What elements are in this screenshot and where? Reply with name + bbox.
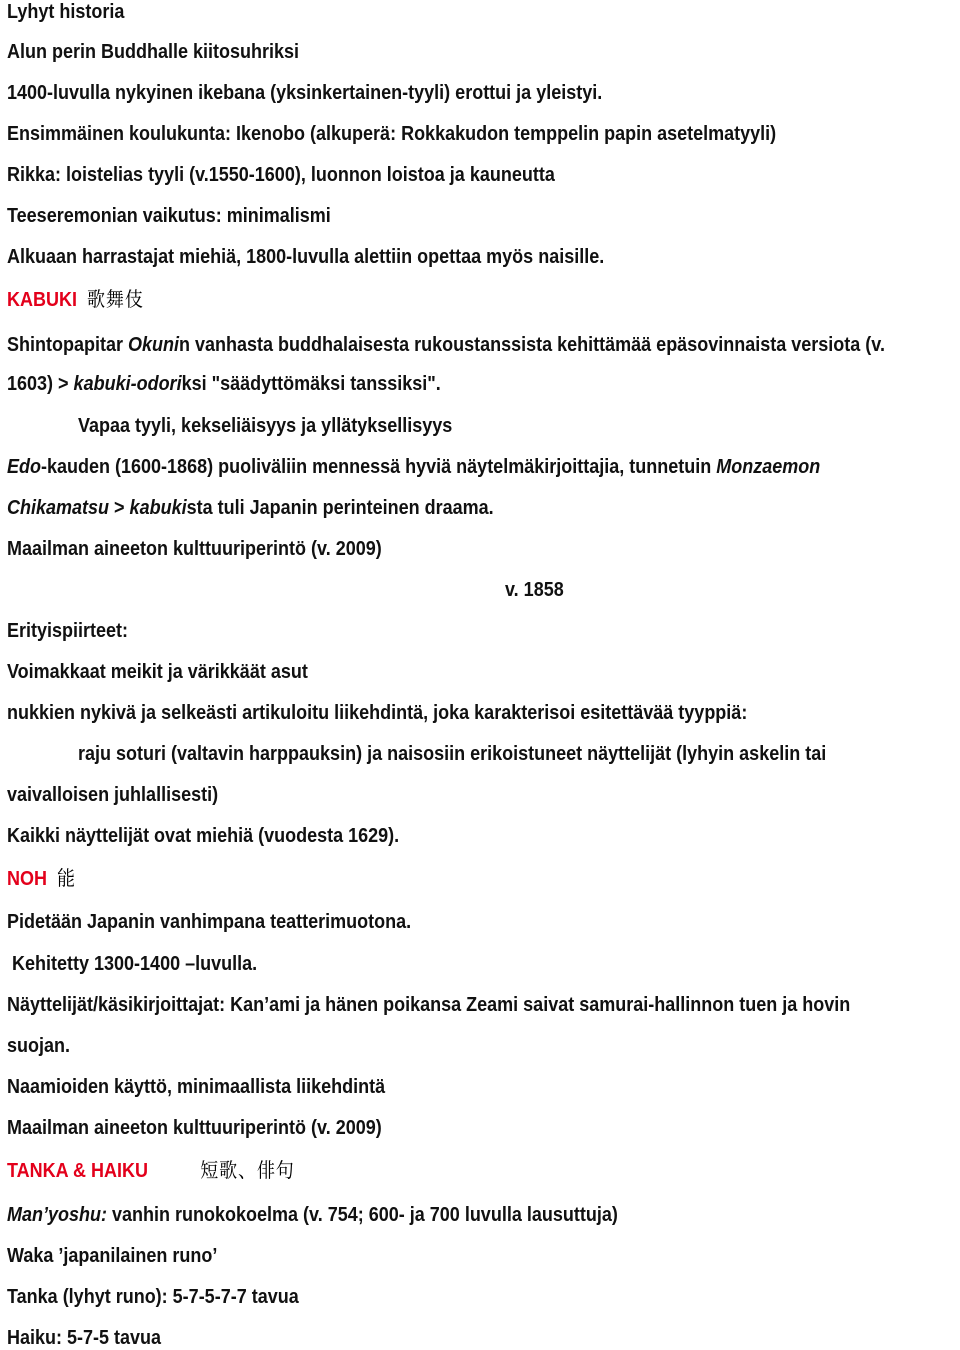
noh-line-1: Pidetään Japanin vanhimpana teatterimuotona. [7, 911, 412, 933]
kabuki-style: Vapaa tyyli, kekseliäisyys ja yllätyksellisyys [78, 415, 453, 437]
history-line-1: Alun perin Buddhalle kiitosuhriksi [7, 41, 300, 63]
noh-line-6: Maailman aineeton kulttuuriperintö (v. 2009) [7, 1117, 382, 1139]
history-line-2: 1400-luvulla nykyinen ikebana (yksinkertainen-tyyli) erottui ja yleistyi. [7, 82, 603, 104]
kabuki-heritage: Maailman aineeton kulttuuriperintö (v. 2009) [7, 538, 382, 560]
kabuki-kanji: 歌舞伎 [87, 287, 144, 311]
tanka-heading-row [7, 1158, 295, 1183]
waka-line: Waka ’japanilainen runo’ [7, 1245, 218, 1267]
noh-line-3: Näyttelijät/käsikirjoittajat: Kan’ami ja hänen poikansa Zeami saivat samurai-hallinnon tuen ja hovin [7, 994, 851, 1016]
noh-line-2: Kehitetty 1300-1400 –luvulla. [12, 953, 258, 975]
manyoshu-title: Man’yoshu: [7, 1204, 113, 1226]
okuni-name: Okuni [128, 334, 180, 356]
tanka-line: Tanka (lyhyt runo): 5-7-5-7-7 tavua [7, 1286, 299, 1308]
kabuki-year: v. 1858 [505, 579, 564, 601]
chikamatsu-name: Chikamatsu [7, 497, 110, 519]
kabuki-feature-4: vaivalloisen juhlallisesti) [7, 784, 219, 806]
history-line-5: Teeseremonian vaikutus: minimalismi [7, 205, 331, 227]
kabuki-feature-3: raju soturi (valtavin harppauksin) ja naisosiin erikoistuneet näyttelijät (lyhyin askelin tai [78, 743, 827, 765]
kabuki-heading: KABUKI [7, 289, 78, 311]
kabuki-features-title: Erityispiirteet: [7, 620, 129, 642]
noh-heading: NOH [7, 868, 48, 890]
kabuki-feature-1: Voimakkaat meikit ja värikkäät asut [7, 661, 308, 683]
kabuki-paragraph-line-2: 1603) > kabuki-odoriksi "säädyttömäksi tanssiksi". [7, 373, 441, 395]
noh-kanji: 能 [57, 866, 76, 890]
manyoshu-line: Man’yoshu: vanhin runokokoelma (v. 754; 600- ja 700 luvulla lausuttuja) [7, 1204, 618, 1226]
monzaemon-name: Monzaemon [716, 456, 821, 478]
history-line-6: Alkuaan harrastajat miehiä, 1800-luvulla alettiin opettaa myös naisille. [7, 246, 605, 268]
kabuki-edo-line-1: Edo-kauden (1600-1868) puoliväliin mennessä hyviä näytelmäkirjoittajia, tunnetuin Monzaemon [7, 456, 821, 478]
kabuki-feature-2: nukkien nykivä ja selkeästi artikuloitu liikehdintä, joka karakterisoi esitettävää tyyppiä: [7, 702, 748, 724]
tanka-heading: TANKA & HAIKU [7, 1160, 148, 1182]
noh-line-5: Naamioiden käyttö, minimaallista liikehdintä [7, 1076, 386, 1098]
kabuki-paragraph-line-1: Shintopapitar Okunin vanhasta buddhalaisesta rukoustanssista kehittämää epäsovinnaista versiota (v. [7, 334, 885, 356]
history-line-4: Rikka: loistelias tyyli (v.1550-1600), luonnon loistoa ja kauneutta [7, 164, 555, 186]
kabuki-edo-line-2: Chikamatsu > kabukista tuli Japanin perinteinen draama. [7, 497, 494, 519]
kabuki-heading-row [7, 287, 144, 312]
tanka-kanji: 短歌、俳句 [200, 1158, 295, 1182]
history-line-3: Ensimmäinen koulukunta: Ikenobo (alkuperä: Rokkakudon temppelin papin asetelmatyyli) [7, 123, 777, 145]
kabuki-feature-5: Kaikki näyttelijät ovat miehiä (vuodesta 1629). [7, 825, 400, 847]
haiku-line: Haiku: 5-7-5 tavua [7, 1327, 162, 1349]
history-title: Lyhyt historia [7, 1, 125, 23]
noh-heading-row [7, 866, 76, 891]
noh-line-4: suojan. [7, 1035, 71, 1057]
kabuki-odori-term: kabuki-odori [73, 373, 182, 395]
